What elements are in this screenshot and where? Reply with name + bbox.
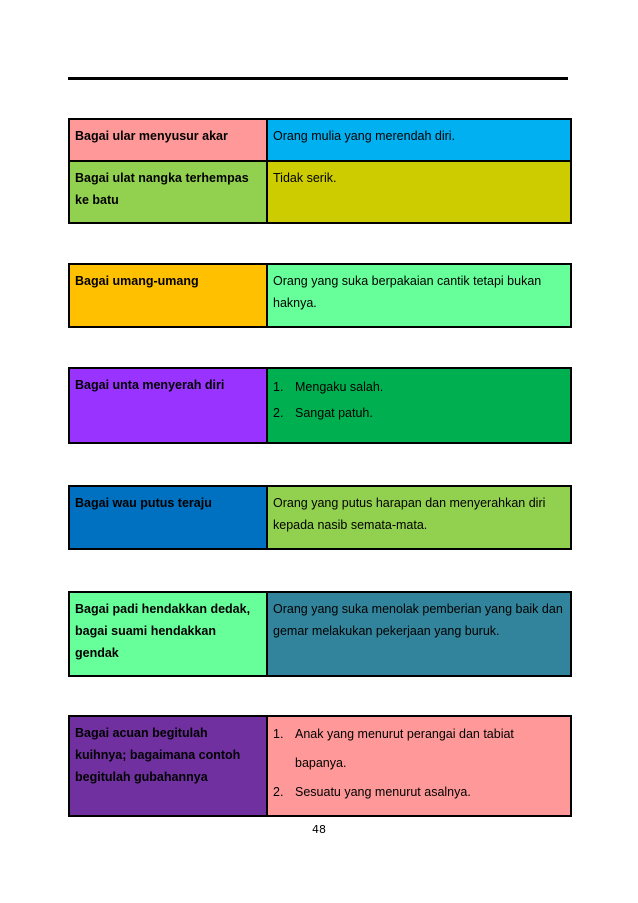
proverb-term: Bagai unta menyerah diri (69, 368, 267, 443)
proverb-table-5 (68, 591, 572, 677)
table-row (69, 264, 571, 327)
page-number: 48 (312, 823, 326, 836)
proverb-table-2 (68, 263, 572, 328)
table-row (69, 119, 571, 161)
proverb-table-1 (68, 118, 572, 224)
proverb-term: Bagai wau putus teraju (69, 486, 267, 549)
table-row (69, 592, 571, 676)
proverb-table-6 (68, 715, 572, 817)
proverb-term: Bagai umang-umang (69, 264, 267, 327)
proverb-meaning: Tidak serik. (267, 161, 571, 223)
table-row (69, 368, 571, 443)
table-row (69, 486, 571, 549)
list-item: 2. Sesuatu yang menurut asalnya. (273, 785, 471, 799)
top-rule (68, 77, 568, 80)
proverb-meaning: Orang yang suka berpakaian cantik tetapi bukan haknya. (267, 264, 571, 327)
proverb-meaning (267, 716, 571, 816)
table-row (69, 716, 571, 816)
proverb-table-3 (68, 367, 572, 444)
meaning-list (273, 374, 565, 426)
proverb-meaning: Orang yang putus harapan dan menyerahkan diri kepada nasib semata-mata. (267, 486, 571, 549)
table-row (69, 161, 571, 223)
proverb-meaning: Orang mulia yang merendah diri. (267, 119, 571, 161)
proverb-term: Bagai padi hendakkan dedak, bagai suami hendakkan gendak (69, 592, 267, 676)
proverb-term: Bagai ular menyusur akar (69, 119, 267, 161)
proverb-meaning (267, 368, 571, 443)
list-item: 1. Anak yang menurut perangai dan tabiat bapanya. (273, 727, 514, 770)
list-item: 1. Mengaku salah. (273, 380, 384, 394)
proverb-term: Bagai ulat nangka terhempas ke batu (69, 161, 267, 223)
proverb-meaning: Orang yang suka menolak pemberian yang baik dan gemar melakukan pekerjaan yang buruk. (267, 592, 571, 676)
list-item: 2. Sangat patuh. (273, 406, 373, 420)
proverb-term: Bagai acuan begitulah kuihnya; bagaimana contoh begitulah gubahannya (69, 716, 267, 816)
proverb-table-4 (68, 485, 572, 550)
meaning-list (273, 720, 565, 807)
